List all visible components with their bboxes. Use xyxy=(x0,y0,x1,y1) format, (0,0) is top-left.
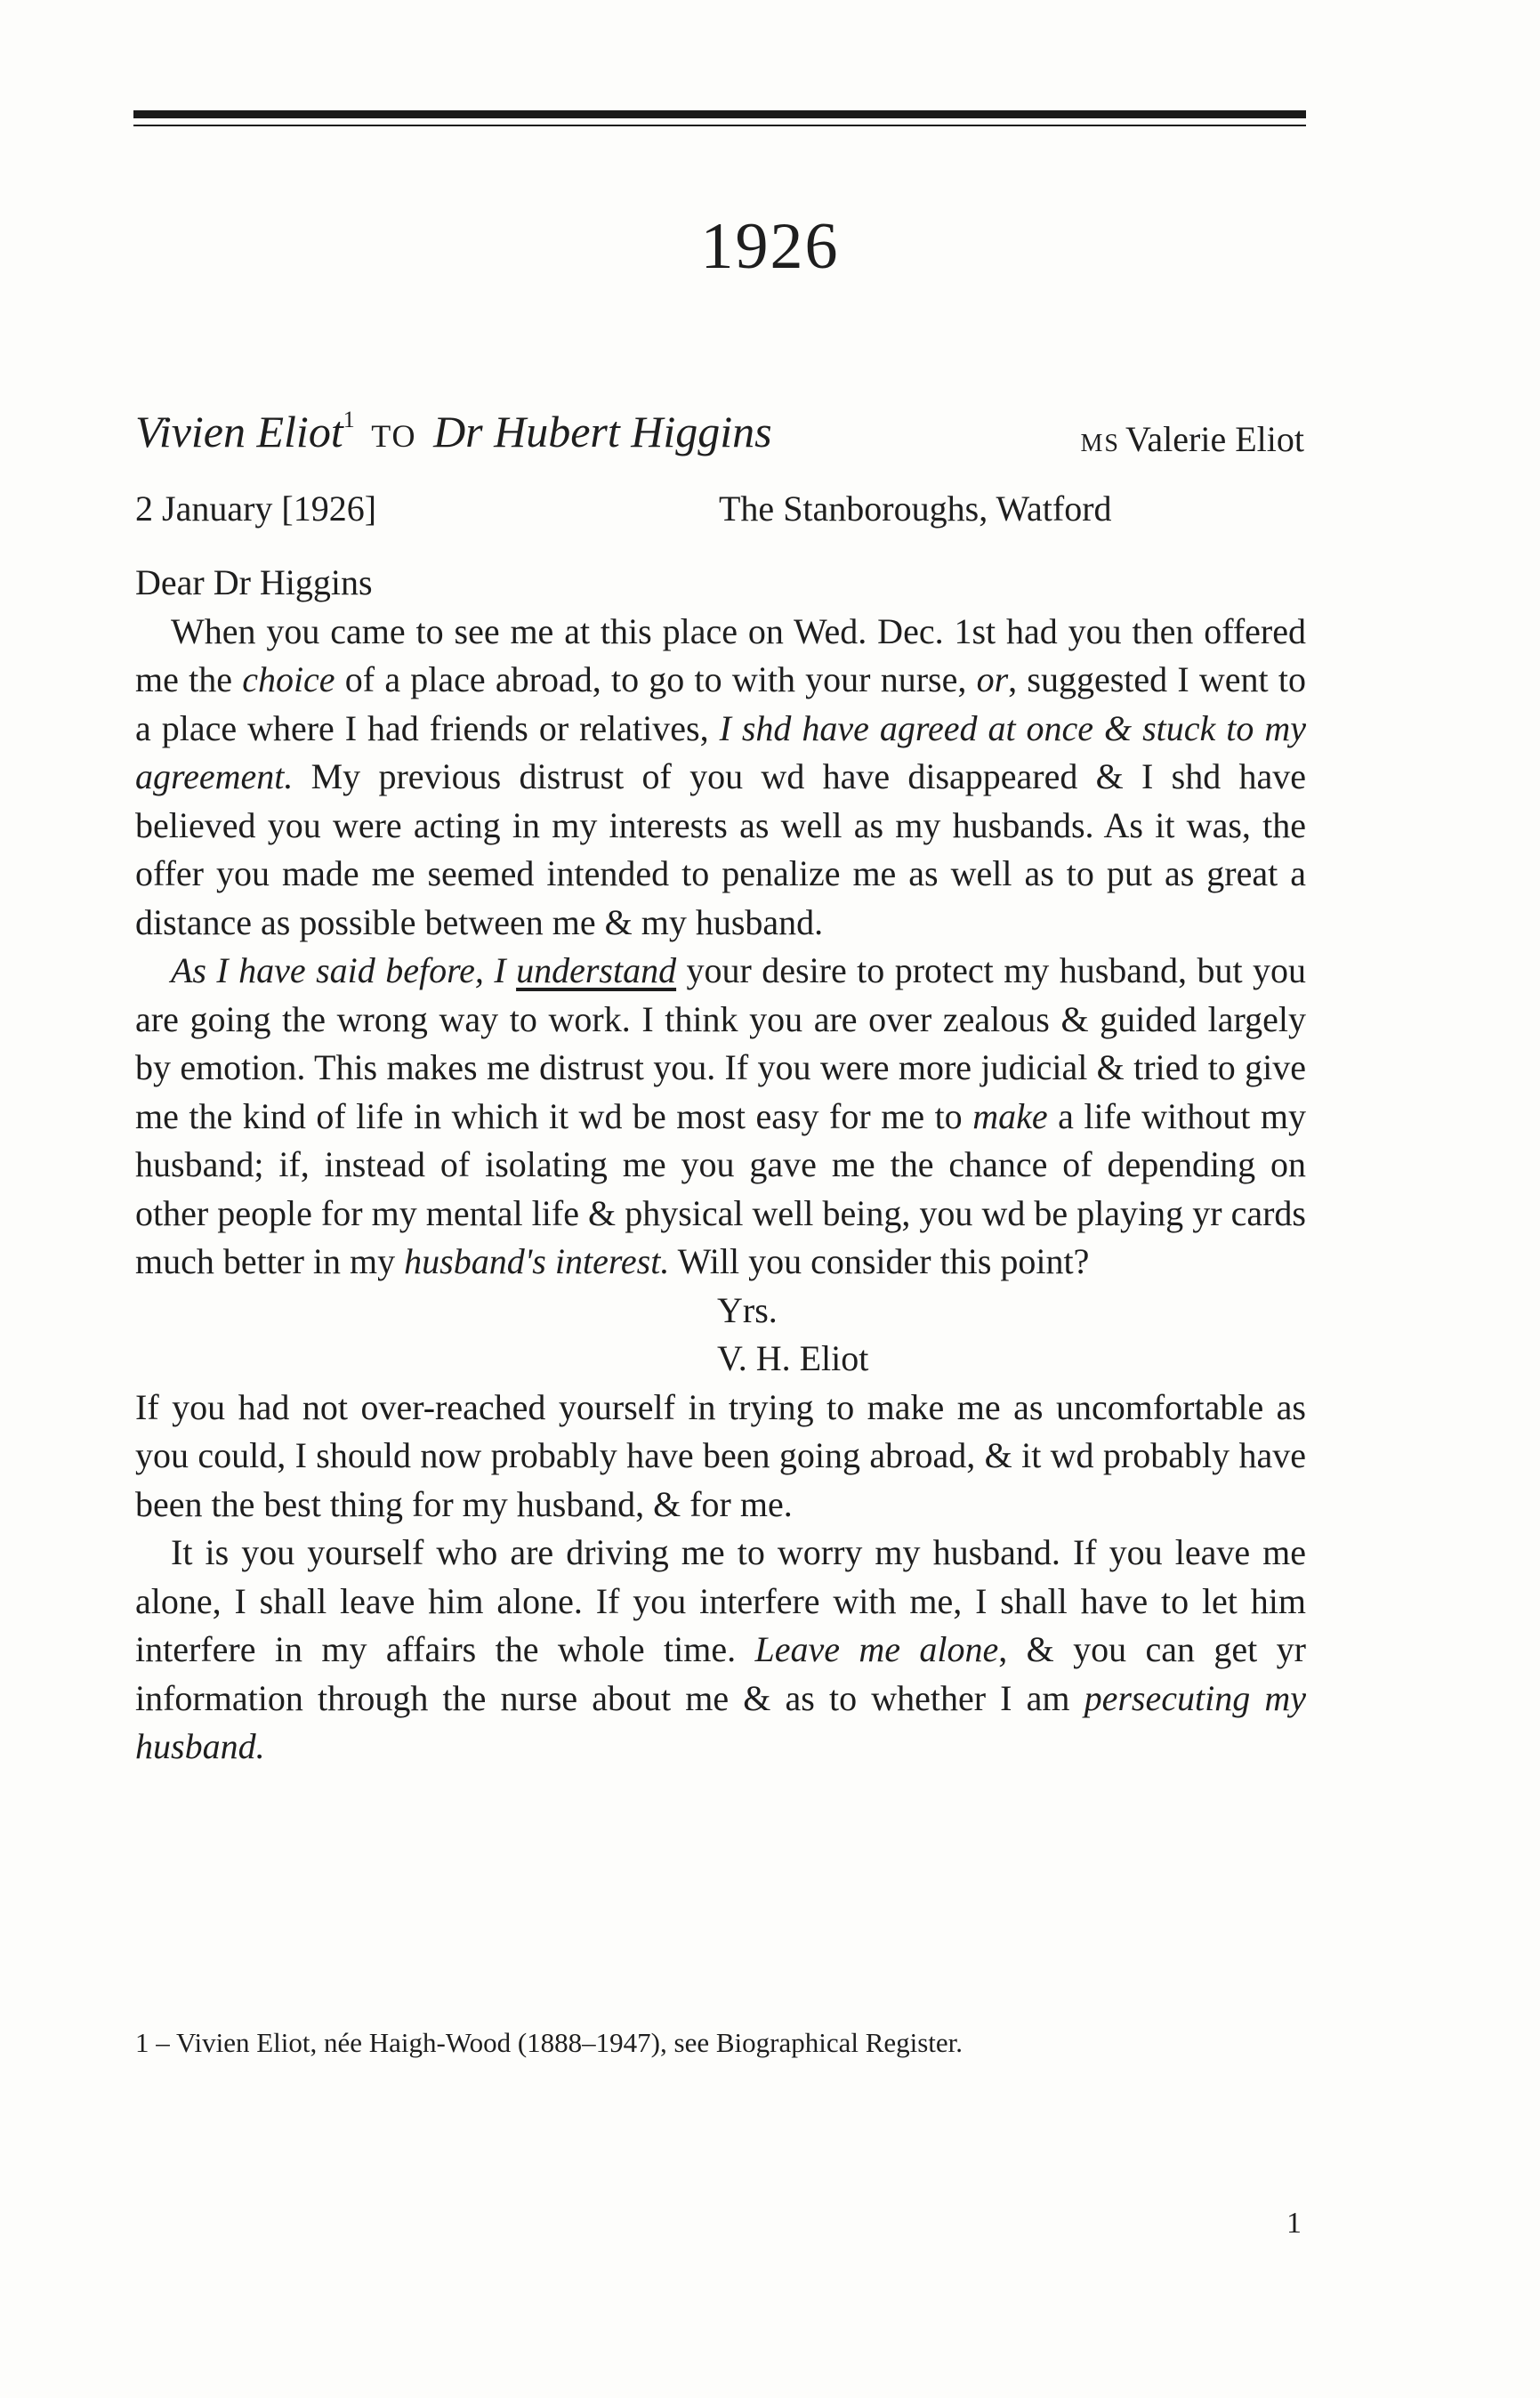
letter-heading xyxy=(135,406,1304,468)
letter-place: The Stanboroughs, Watford xyxy=(719,488,1112,529)
source-prefix: MS xyxy=(1080,430,1120,457)
p2-text-3: Will you consider this point? xyxy=(669,1241,1090,1281)
p1-text-1: When you came to see me at this place on Wed. Dec. 1st had you then offered me the xyxy=(135,610,1306,699)
footnote-marker: 1 xyxy=(343,407,355,432)
p4-italic-2: persecuting my husband. xyxy=(135,1677,1306,1766)
letter-body xyxy=(135,559,1306,1772)
footnote: 1 – Vivien Eliot, née Haigh-Wood (1888–1947), see Biographical Register. xyxy=(135,2027,964,2058)
p2-text-1: your desire to protect my husband, but you are going the wrong way to work. I think you are over zealous & guided largely by emotion. This makes me distrust you. If you were more judicial & tried to give me the kind of life in which it wd be most easy for me to xyxy=(135,950,1307,1136)
p1-text-4: My previous distrust of you wd have disappeared & I shd have believed you were acting in my interests as well as my husbands. As it was, the offer you made me seemed intended to penalize me as well as to put as great a distance as possible between me & my husband. xyxy=(135,756,1306,942)
closing: Yrs. xyxy=(717,1289,778,1330)
p1-italic-1: choice xyxy=(242,659,335,699)
paragraph-2 xyxy=(135,947,1306,1287)
dateline xyxy=(135,488,1304,537)
p2-italic-3: husband's interest. xyxy=(404,1241,670,1281)
source-name: Valerie Eliot xyxy=(1125,419,1304,459)
paragraph-1 xyxy=(135,608,1306,948)
letter-title xyxy=(135,406,772,457)
manuscript-source xyxy=(1080,418,1304,460)
paragraph-4 xyxy=(135,1529,1306,1772)
paragraph-3: If you had not over-reached yourself in trying to make me as uncomfortable as you could, I should now probably have been going abroad, & it wd probably have been the best thing for my husband, & for me. xyxy=(135,1386,1306,1524)
p2-text-2: a life without my husband; if, instead of isolating me you gave me the chance of depending on other people for my mental life & physical well being, you wd be playing yr cards much better in my xyxy=(135,1095,1306,1281)
p2-italic-1: As I have said before, I xyxy=(171,950,517,990)
p1-text-2: of a place abroad, to go to with your nurse, xyxy=(335,659,977,699)
p2-italic-2: make xyxy=(972,1095,1048,1136)
top-rule-thick xyxy=(133,110,1306,118)
signature: V. H. Eliot xyxy=(717,1338,869,1378)
p2-underlined: understand xyxy=(516,950,677,990)
page-number: 1 xyxy=(1286,2207,1302,2240)
salutation: Dear Dr Higgins xyxy=(135,562,373,602)
recipient-name: Dr Hubert Higgins xyxy=(433,407,772,456)
p4-italic-1: Leave me alone xyxy=(754,1629,999,1669)
p1-italic-3: I shd have agreed at once & stuck to my agreement. xyxy=(135,707,1306,796)
to-label: TO xyxy=(371,418,417,454)
p4-text-2: , & you can get yr information through the nurse about me & as to whether I am xyxy=(135,1629,1306,1718)
p4-text-1: It is you yourself who are driving me to worry my husband. If you leave me alone, I shall leave him alone. If you interfere with me, I shall have to let him interfere in my affairs the whole time. xyxy=(135,1532,1306,1669)
year-heading: 1926 xyxy=(700,210,840,283)
p1-text-3: , suggested I went to a place where I had friends or relatives, xyxy=(135,659,1307,748)
letter-date: 2 January [1926] xyxy=(135,488,377,529)
p1-italic-2: or xyxy=(976,659,1009,699)
author-name: Vivien Eliot xyxy=(135,407,343,456)
top-rule-thin xyxy=(133,125,1306,126)
